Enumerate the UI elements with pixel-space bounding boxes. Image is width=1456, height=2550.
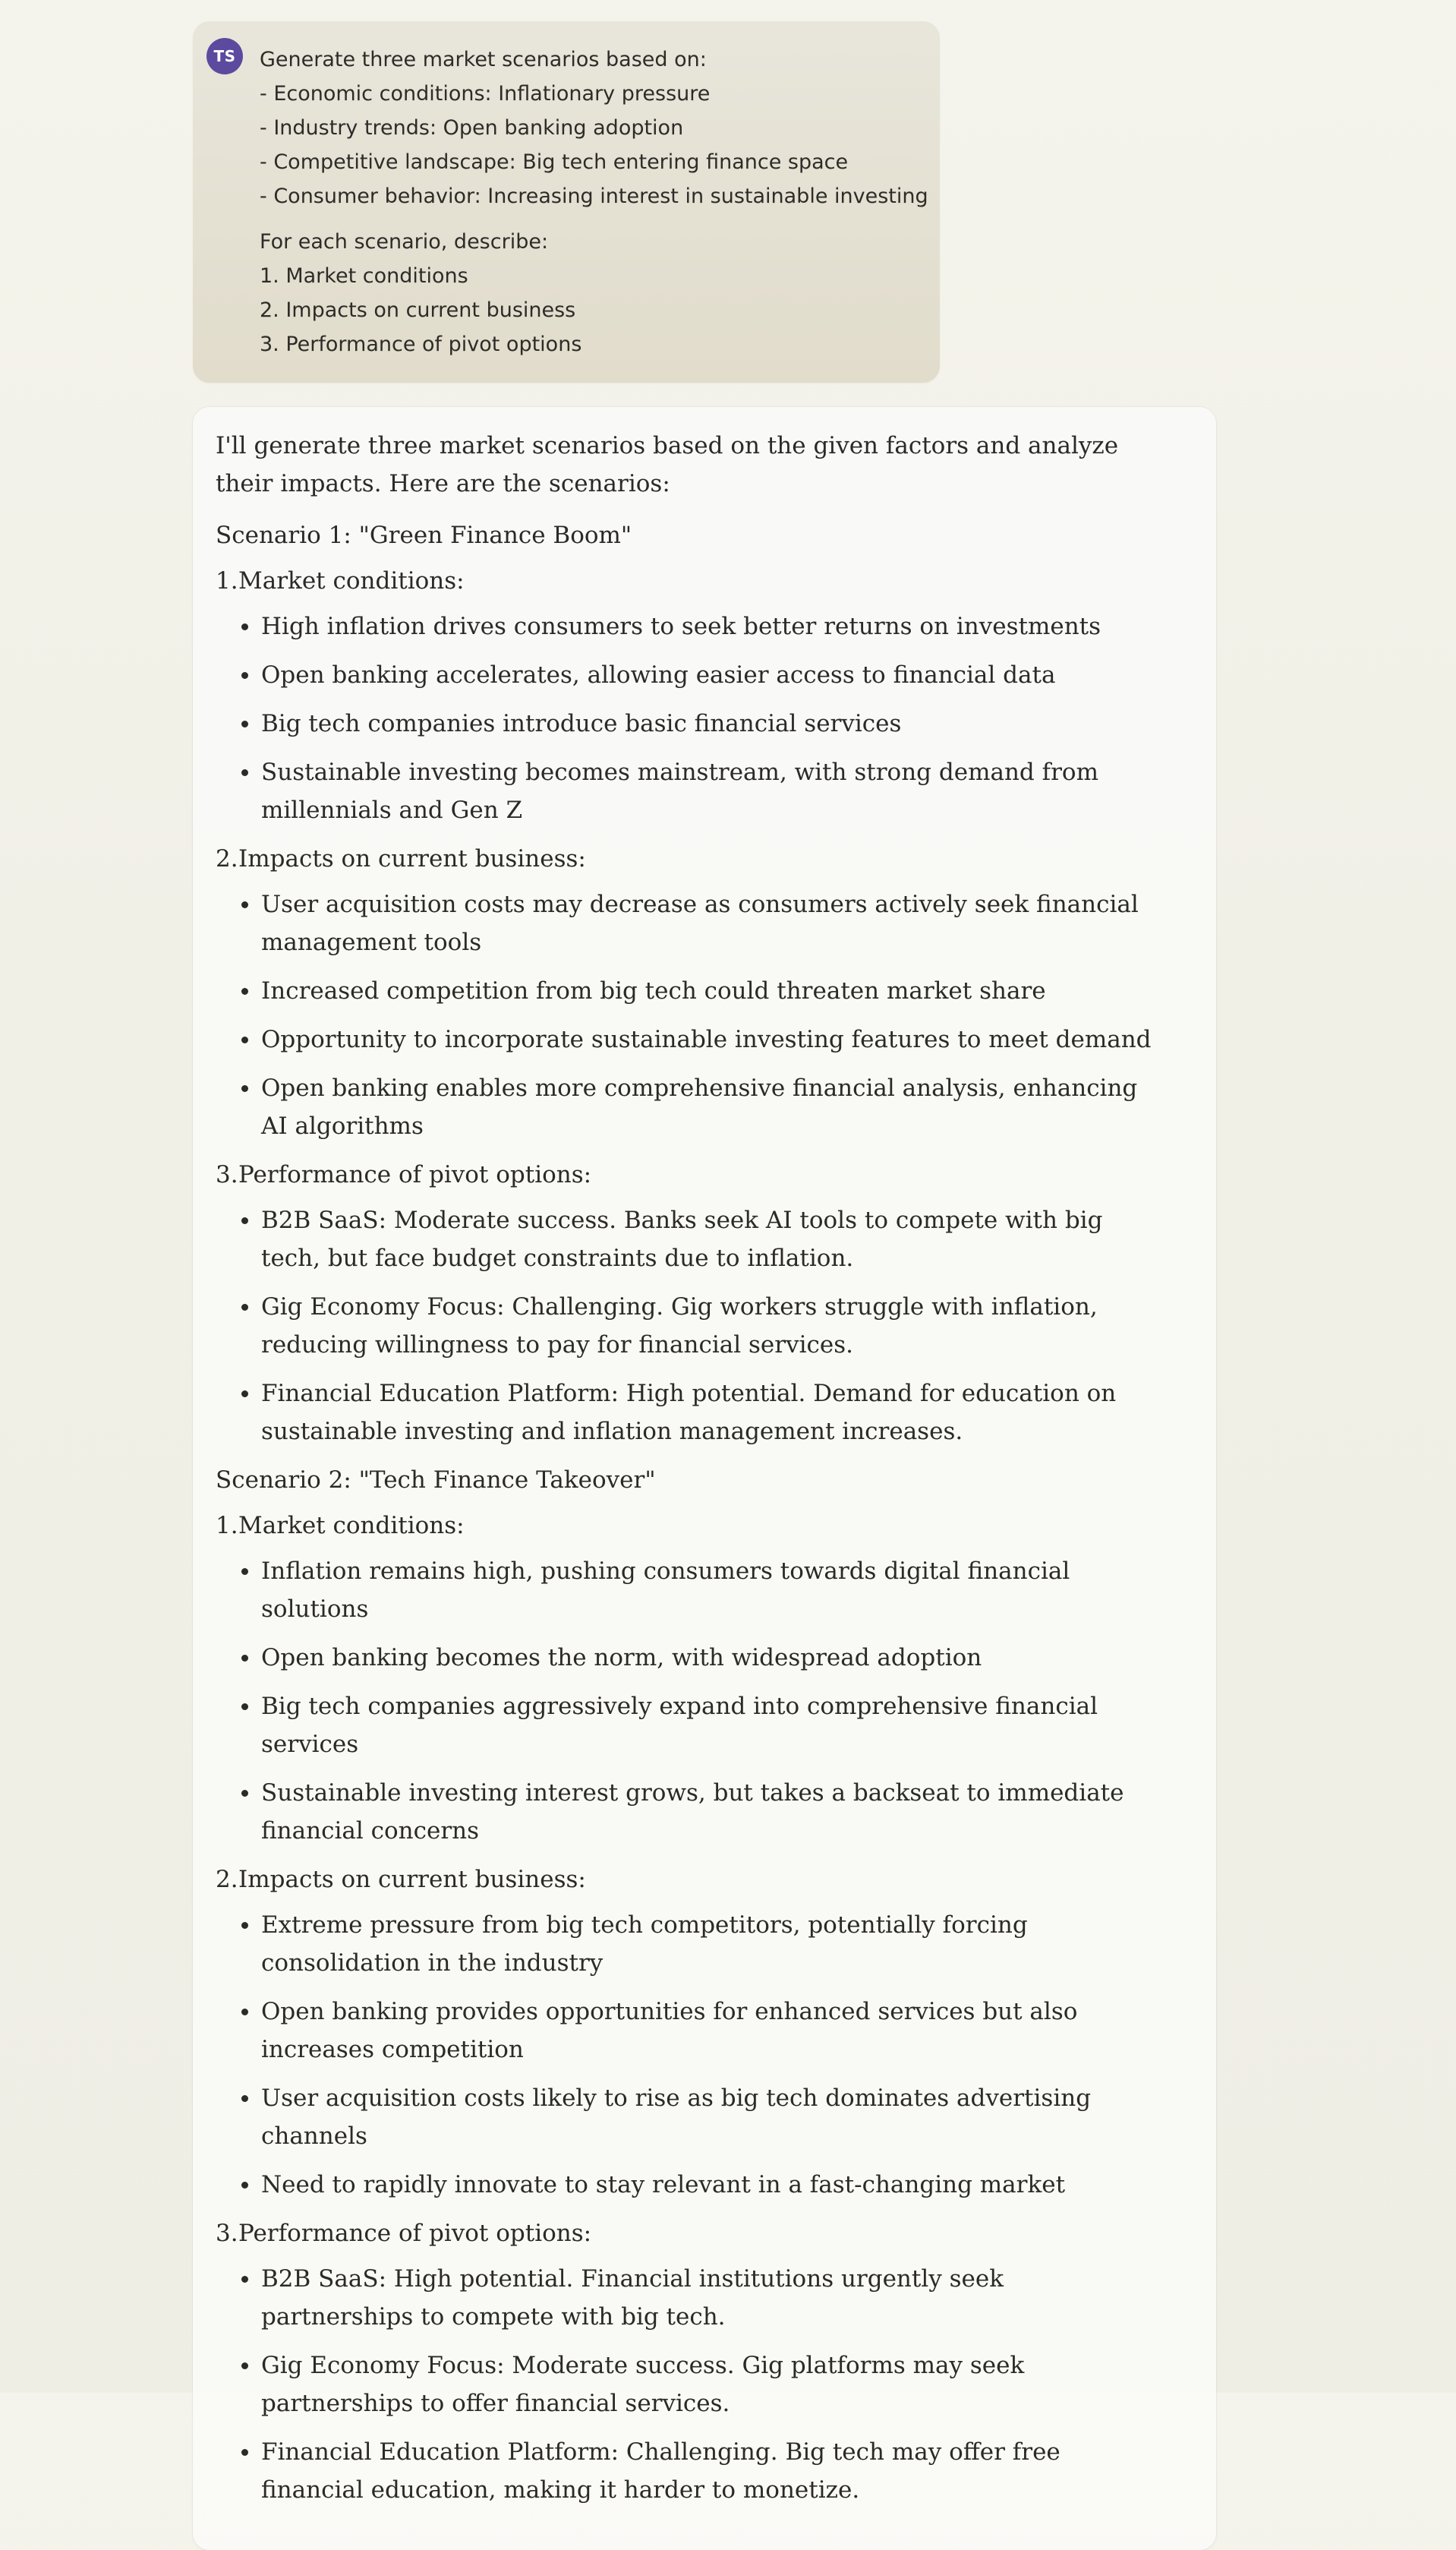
assistant-intro: I'll generate three market scenarios based on the given factors and analyze their impacts. Here are the scenarios: [216,432,1119,497]
section-heading-text: Performance of pivot options: [238,2220,592,2247]
list-item-text: Inflation remains high, pushing consumers towards digital financial solutions [261,1557,1070,1623]
section-number: 2. [216,1866,238,1893]
list-item [216,1639,1155,1677]
list-item-text: B2B SaaS: High potential. Financial institutions urgently seek partnerships to compete with big tech. [261,2265,1004,2331]
bullet-icon [241,2182,248,2189]
list-item [216,2166,1155,2204]
list-item [216,1288,1155,1364]
list-item [216,753,1155,829]
list-item-text: Increased competition from big tech could threaten market share [261,977,1046,1005]
section-heading-text: Market conditions: [238,1512,465,1539]
list-item [216,608,1155,645]
section-heading [216,1860,1155,1898]
bullet-icon [241,721,248,727]
list-item [216,705,1155,743]
list-item-text: Financial Education Platform: Challenging. Big tech may offer free financial education, making it harder to monetize. [261,2438,1060,2504]
list-item [216,2260,1155,2336]
list-item-text: Open banking accelerates, allowing easier access to financial data [261,661,1056,689]
chat-thread [193,21,1216,2550]
section-number: 1. [216,1512,238,1539]
list-item [216,1552,1155,1628]
scenario-title: Scenario 1: "Green Finance Boom" [216,522,632,549]
user-message-line: 2. Impacts on current business [260,298,576,322]
list-item-text: User acquisition costs likely to rise as big tech dominates advertising channels [261,2084,1092,2150]
user-message-line: For each scenario, describe: [260,230,549,254]
list-item-text: Sustainable investing becomes mainstream, with strong demand from millennials and Gen Z [261,759,1098,824]
user-message-line: - Economic conditions: Inflationary pressure [260,82,711,106]
list-item [216,2079,1155,2155]
bullet-icon [241,2362,248,2369]
bullet-list [216,1552,1155,1850]
bullet-icon [241,1217,248,1224]
bullet-list [216,2260,1155,2509]
list-item [216,1021,1155,1059]
user-message-line: 1. Market conditions [260,264,468,288]
bullet-icon [241,623,248,630]
section-number: 1. [216,567,238,595]
section-number: 2. [216,845,238,873]
bullet-icon [241,2449,248,2456]
section-heading-text: Performance of pivot options: [238,1161,592,1188]
bullet-icon [241,1703,248,1710]
section-heading-text: Impacts on current business: [238,845,586,873]
user-message [193,21,940,383]
bullet-icon [241,2095,248,2102]
list-item [216,1774,1155,1850]
list-item [216,885,1155,961]
list-item [216,1993,1155,2069]
scenario-title: Scenario 2: "Tech Finance Takeover" [216,1466,656,1494]
bullet-icon [241,1037,248,1043]
bullet-icon [241,1568,248,1575]
bullet-icon [241,2009,248,2015]
bullet-icon [241,769,248,776]
list-item-text: User acquisition costs may decrease as consumers actively seek financial management tools [261,891,1139,956]
bullet-icon [241,1304,248,1311]
bullet-list [216,608,1155,829]
list-item [216,1374,1155,1450]
list-item [216,1069,1155,1145]
user-message-line: - Competitive landscape: Big tech entering finance space [260,150,849,174]
list-item-text: Open banking becomes the norm, with widespread adoption [261,1644,982,1671]
user-message-line: 3. Performance of pivot options [260,333,582,356]
user-message-line: - Consumer behavior: Increasing interest in sustainable investing [260,185,928,208]
section-heading [216,1507,1155,1545]
bullet-list [216,885,1155,1145]
list-item [216,1687,1155,1763]
bullet-list [216,1906,1155,2204]
bullet-icon [241,1390,248,1397]
user-message-block-b [260,225,909,361]
scenario-2 [216,1461,1155,2509]
list-item-text: Big tech companies aggressively expand into comprehensive financial services [261,1693,1098,1758]
list-item-text: Gig Economy Focus: Challenging. Gig workers struggle with inflation, reducing willingness to pay for financial services. [261,1293,1098,1359]
bullet-icon [241,901,248,908]
section-heading [216,2214,1155,2252]
user-message-line: Generate three market scenarios based on: [260,48,707,71]
section-heading [216,1156,1155,1194]
bullet-icon [241,1655,248,1662]
list-item-text: Big tech companies introduce basic financial services [261,710,902,737]
list-item [216,972,1155,1010]
list-item [216,1201,1155,1277]
user-message-line: - Industry trends: Open banking adoption [260,116,684,140]
section-number: 3. [216,2220,238,2247]
list-item-text: Extreme pressure from big tech competitors, potentially forcing consolidation in the industry [261,1911,1028,1977]
section-heading [216,840,1155,878]
bullet-icon [241,672,248,679]
list-item-text: Financial Education Platform: High potential. Demand for education on sustainable investing and inflation management increases. [261,1380,1117,1445]
user-message-block-a [260,43,928,213]
list-item-text: High inflation drives consumers to seek better returns on investments [261,613,1101,640]
bullet-icon [241,1790,248,1797]
section-heading [216,562,1155,600]
section-number: 3. [216,1161,238,1188]
bullet-icon [241,1922,248,1929]
bullet-icon [241,2276,248,2283]
scenario-1 [216,516,1155,1450]
bullet-icon [241,1085,248,1092]
list-item-text: Gig Economy Focus: Moderate success. Gig platforms may seek partnerships to offer financial services. [261,2352,1025,2417]
assistant-message [193,407,1216,2550]
section-heading-text: Impacts on current business: [238,1866,586,1893]
list-item-text: B2B SaaS: Moderate success. Banks seek AI tools to compete with big tech, but face budget constraints due to inflation. [261,1207,1103,1272]
list-item [216,656,1155,694]
list-item [216,1906,1155,1982]
list-item-text: Open banking enables more comprehensive financial analysis, enhancing AI algorithms [261,1075,1138,1140]
list-item [216,2433,1155,2509]
bullet-list [216,1201,1155,1450]
list-item [216,2346,1155,2422]
list-item-text: Sustainable investing interest grows, but takes a backseat to immediate financial concerns [261,1779,1124,1845]
user-avatar[interactable]: TS [206,38,243,74]
list-item-text: Need to rapidly innovate to stay relevant in a fast-changing market [261,2171,1066,2198]
section-heading-text: Market conditions: [238,567,465,595]
list-item-text: Open banking provides opportunities for enhanced services but also increases competition [261,1998,1078,2063]
bullet-icon [241,988,248,995]
paragraph-gap [260,213,909,225]
list-item-text: Opportunity to incorporate sustainable investing features to meet demand [261,1026,1152,1053]
